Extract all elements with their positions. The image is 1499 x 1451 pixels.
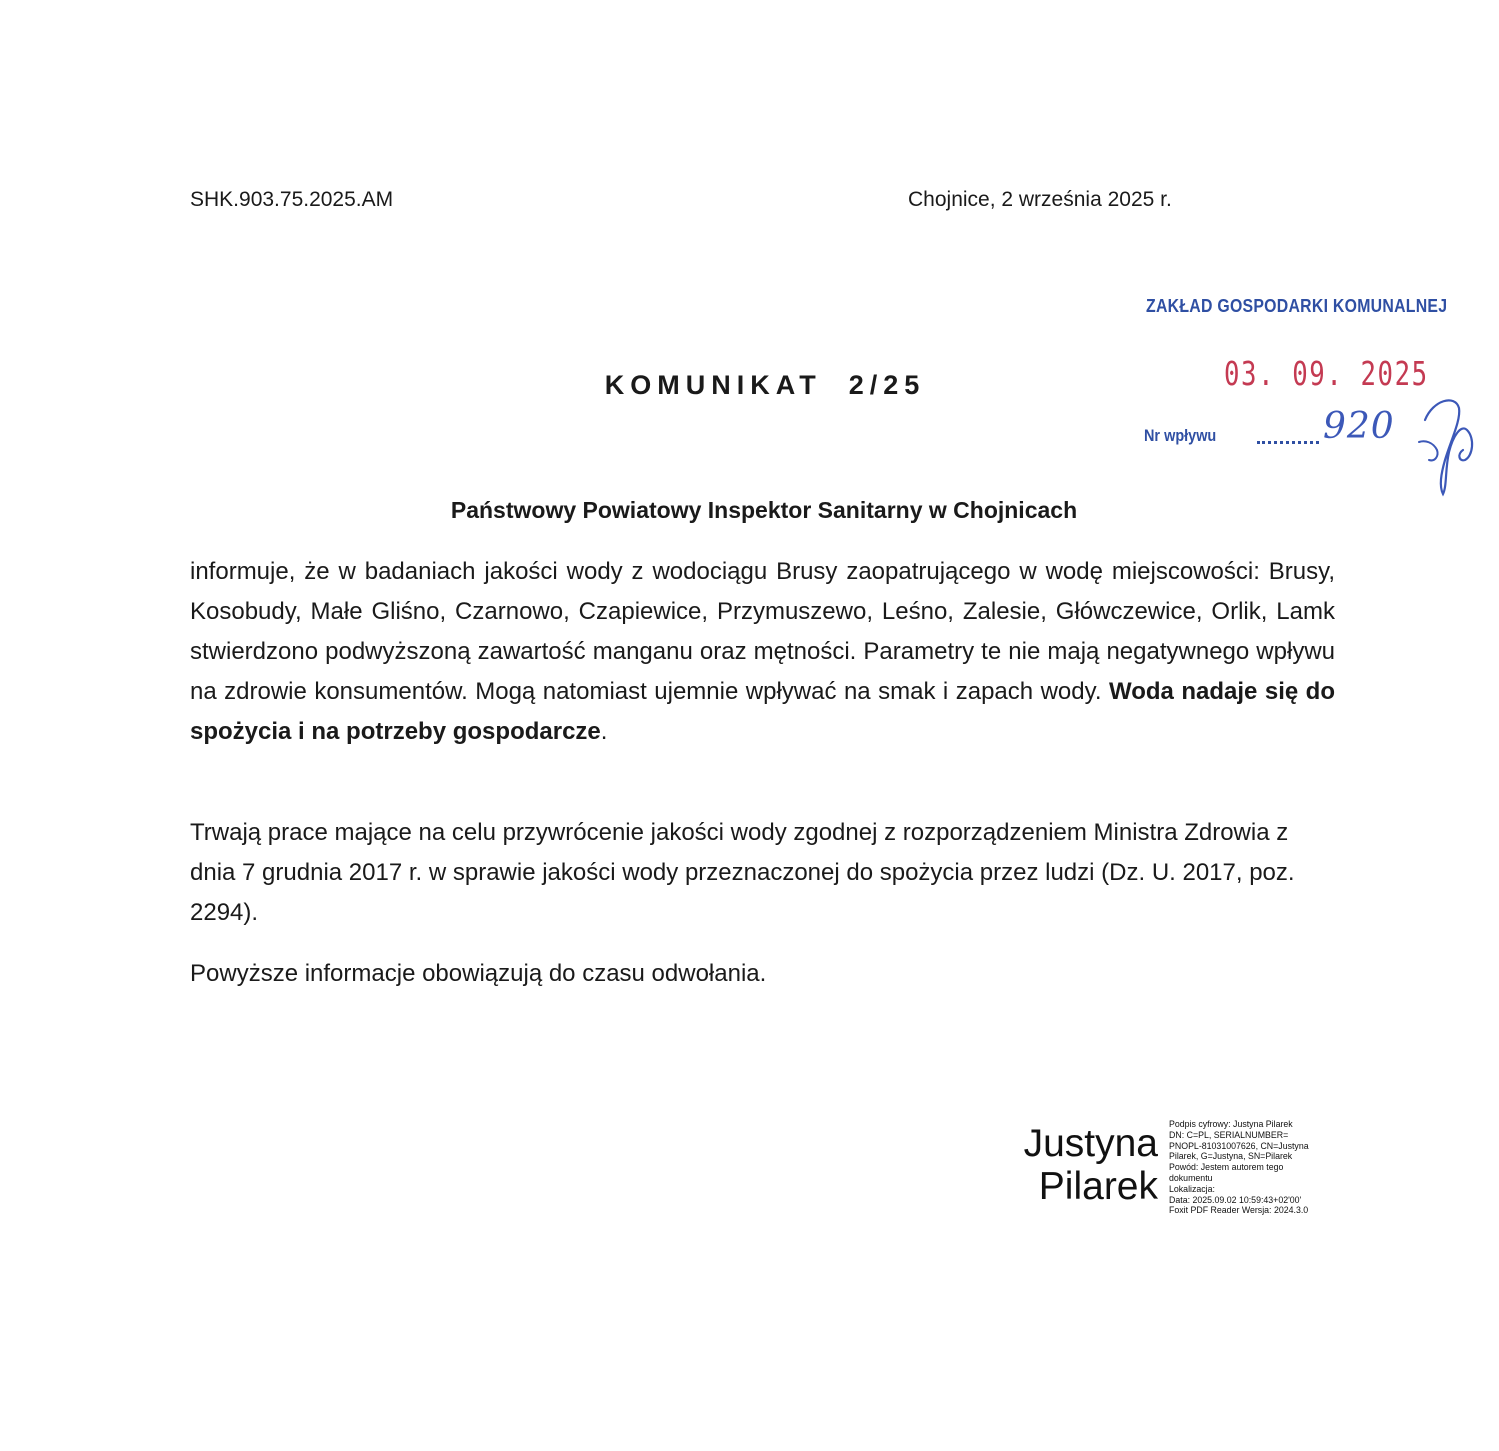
stamp-entry-number: 920 (1323, 406, 1395, 447)
paragraph-validity: Powyższe informacje obowiązują do czasu odwołania. (190, 960, 767, 987)
stamp-organization: ZAKŁAD GOSPODARKI KOMUNALNEJ (1146, 296, 1448, 316)
issuing-authority: Państwowy Powiatowy Inspektor Sanitarny w Chojnicach (450, 497, 1078, 523)
stamp-entry-label: Nr wpływu (1144, 426, 1217, 445)
paragraph-announcement (190, 552, 1335, 752)
signature-detail-line: dokumentu (1169, 1172, 1213, 1183)
signature-detail-line: Foxit PDF Reader Wersja: 2024.3.0 (1169, 1205, 1309, 1216)
signature-detail-line: PNOPL-81031007626, CN=Justyna (1169, 1140, 1309, 1151)
document-reference: SHK.903.75.2025.AM (190, 188, 394, 211)
signature-detail-line: DN: C=PL, SERIALNUMBER= (1169, 1129, 1289, 1140)
paragraph-announcement-text: informuje, że w badaniach jakości wody z wodociągu Brusy zaopatrującego w wodę miejscowości: Brusy, Kosobudy, Małe Gliśno, Czarnowo, Czapiewice, Przymuszewo, Leśno, Zalesie, Główczewice, Orlik, Lamk stwierdzono podwyższoną zawartość manganu oraz mętności. Parametry te nie mają negatywnego wpływu na zdrowie konsumentów. Mogą natomiast ujemnie wpływać na smak i zapach wody. (190, 558, 1335, 705)
signature-detail-line: Powód: Jestem autorem tego (1169, 1162, 1284, 1173)
stamp-dotted-line (1257, 441, 1319, 444)
signature-last-name: Pilarek (1038, 1165, 1158, 1208)
stamp-received-date: 03. 09. 2025 (1224, 354, 1429, 393)
document-title: KOMUNIKAT 2/25 (604, 370, 926, 400)
handwritten-initials-icon (1415, 390, 1485, 500)
signature-detail-line: Lokalizacja: (1169, 1183, 1215, 1194)
signature-first-name: Justyna (1023, 1122, 1158, 1165)
paragraph-remediation: Trwają prace mające na celu przywrócenie jakości wody zgodnej z rozporządzeniem Ministra Zdrowia z dnia 7 grudnia 2017 r. w sprawie jakości wody przeznaczonej do spożycia przez ludzi (Dz. U. 2017, poz. 2294). (190, 819, 1295, 926)
signature-detail-line: Podpis cyfrowy: Justyna Pilarek (1169, 1119, 1293, 1129)
place-and-date: Chojnice, 2 września 2025 r. (908, 188, 1172, 211)
paragraph-announcement-bold: Woda nadaje się do spożycia i na potrzeby gospodarcze (190, 678, 1336, 745)
signature-details (1169, 1119, 1344, 1216)
signature-detail-line: Data: 2025.09.02 10:59:43+02'00' (1169, 1194, 1302, 1205)
signature-detail-line: Pilarek, G=Justyna, SN=Pilarek (1169, 1151, 1293, 1162)
signature-name (995, 1122, 1158, 1208)
paragraph-announcement-end: . (600, 718, 608, 745)
